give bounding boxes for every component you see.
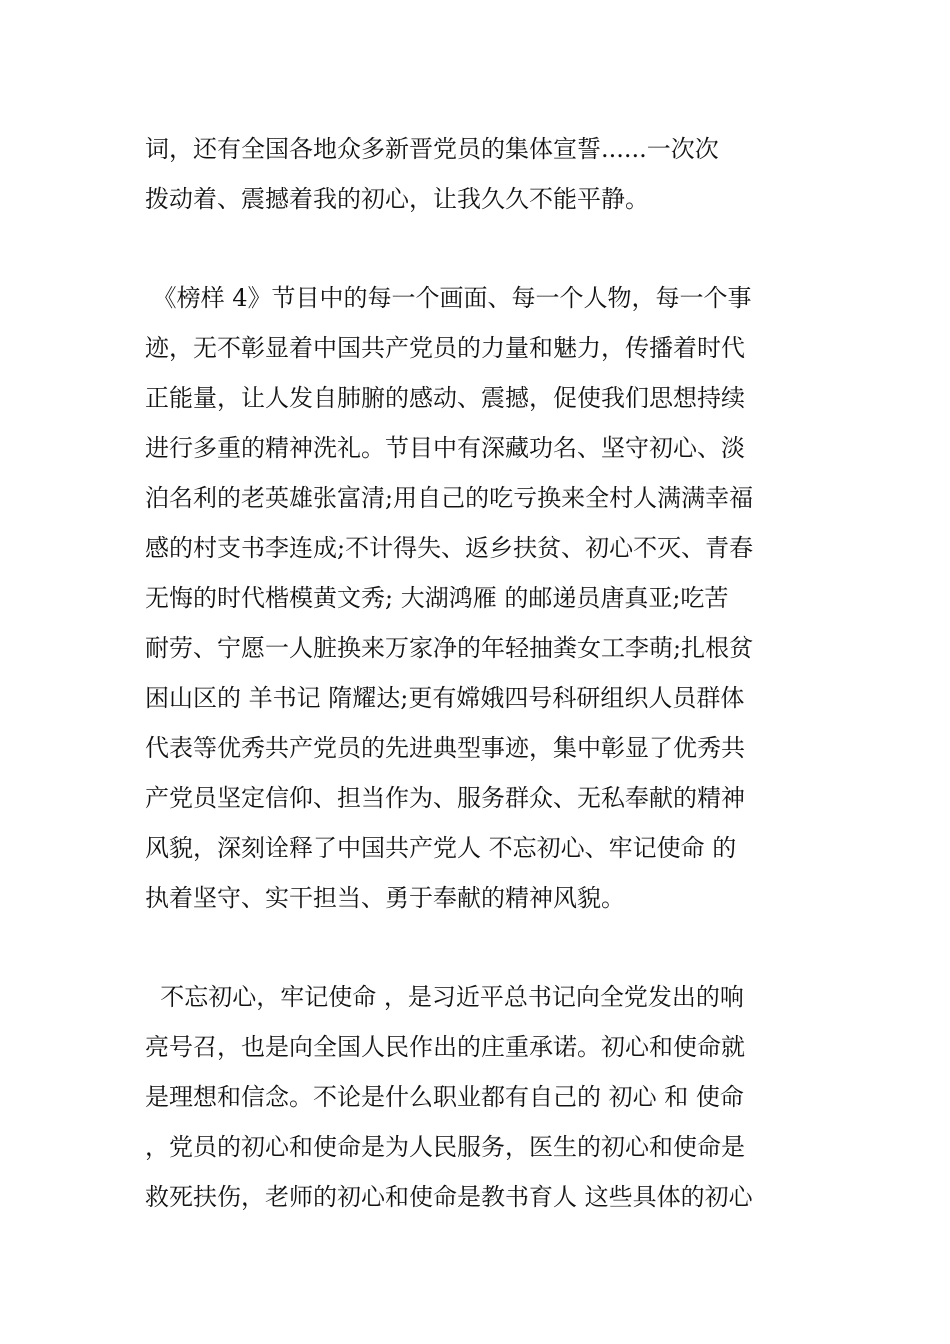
text-line: 无悔的时代楷模黄文秀; 大湖鸿雁 的邮递员唐真亚;吃苦 [145,584,729,612]
text-line: 词，还有全国各地众多新晋党员的集体宣誓......一次次 [145,135,719,163]
text-line: 迹，无不彰显着中国共产党员的力量和魅力，传播着时代 [145,334,745,362]
text-line: 不忘初心，牢记使命 ，是习近平总书记向全党发出的响 [145,983,744,1011]
text-line: 亮号召，也是向全国人民作出的庄重承诺。初心和使命就 [145,1033,745,1061]
text-line: 救死扶伤，老师的初心和使命是教书育人 这些具体的初心 [145,1183,753,1211]
text-line: 执着坚守、实干担当、勇于奉献的精神风貌。 [145,884,625,912]
text-line: 泊名利的老英雄张富清;用自己的吃亏换来全村人满满幸福 [145,484,754,512]
text-line: 《榜样 4》节目中的每一个画面、每一个人物，每一个事 [145,284,752,312]
paragraph-gap [145,224,810,273]
text-line: 是理想和信念。不论是什么职业都有自己的 初心 和 使命 [145,1083,744,1111]
document-body [145,124,810,1222]
text-line: 感的村支书李连成;不计得失、返乡扶贫、初心不灭、青春 [145,534,754,562]
text-line: 代表等优秀共产党员的先进典型事迹，集中彰显了优秀共 [145,734,745,762]
paragraph-gap [145,923,810,972]
text-line: 正能量，让人发自肺腑的感动、震撼，促使我们思想持续 [145,384,745,412]
text-line: 拨动着、震撼着我的初心，让我久久不能平静。 [145,185,649,213]
paragraph-3 [145,972,810,1222]
text-line: 产党员坚定信仰、担当作为、服务群众、无私奉献的精神 [145,784,745,812]
text-line: 风貌，深刻诠释了中国共产党人 不忘初心、牢记使命 的 [145,834,737,862]
text-line: 进行多重的精神洗礼。节目中有深藏功名、坚守初心、淡 [145,434,745,462]
text-line: 困山区的 羊书记 隋耀达;更有嫦娥四号科研组织人员群体 [145,684,745,712]
text-line: 耐劳、宁愿一人脏换来万家净的年轻抽粪女工李萌;扎根贫 [145,634,754,662]
paragraph-1 [145,124,810,224]
paragraph-2 [145,273,810,923]
text-line: ，党员的初心和使命是为人民服务，医生的初心和使命是 [145,1133,745,1161]
